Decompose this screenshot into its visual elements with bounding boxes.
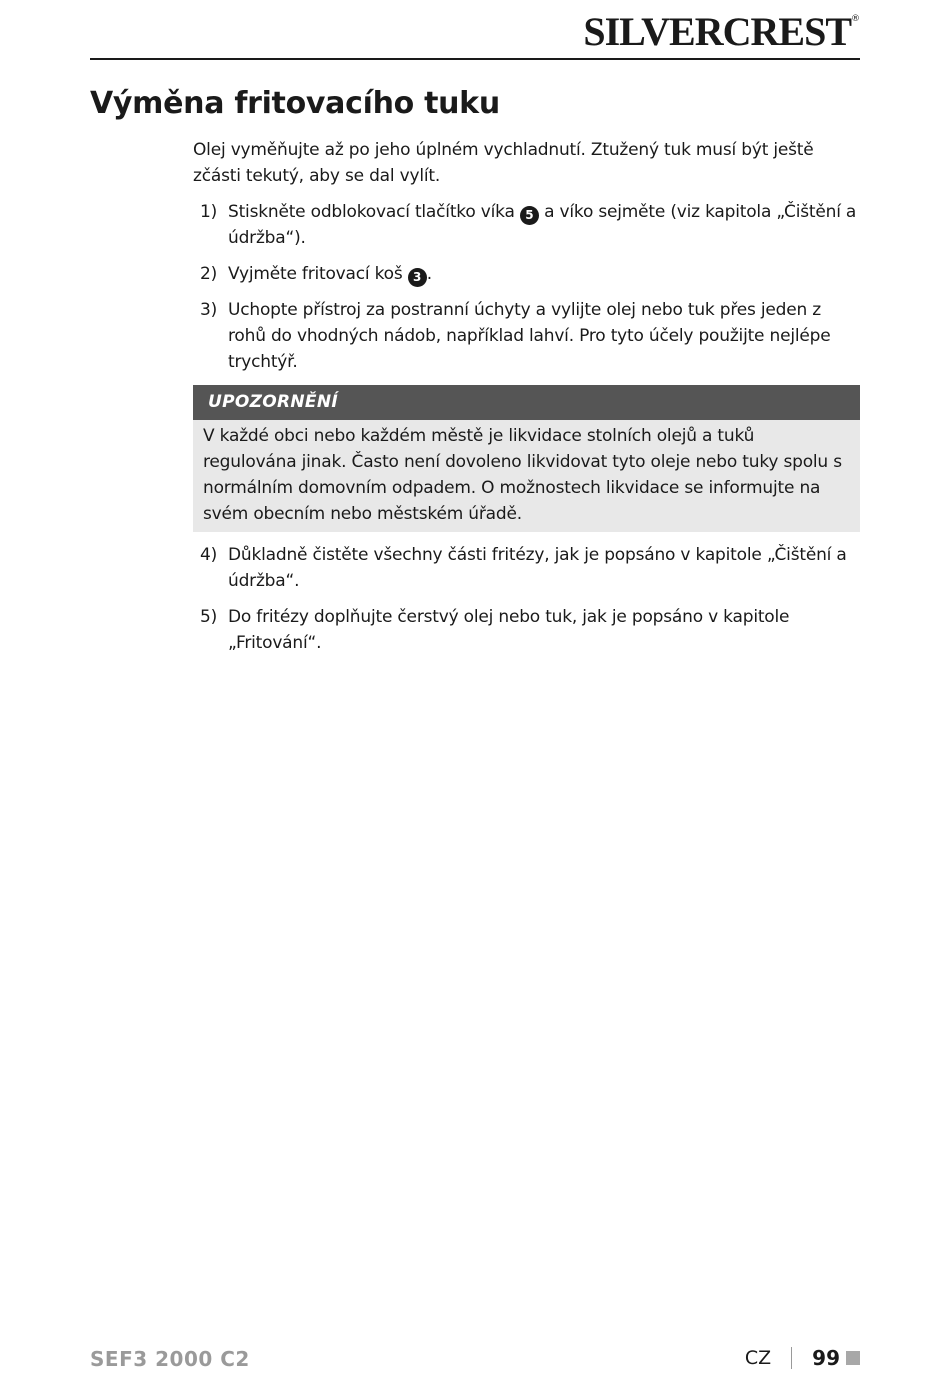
header-rule xyxy=(90,58,860,60)
registered-mark: ® xyxy=(851,14,860,24)
section-content xyxy=(193,137,860,666)
footer-language: CZ xyxy=(744,1347,772,1369)
step-3 xyxy=(193,297,860,375)
step-text-end: a víko sejměte (viz kapitola „Čištění a údržba“). xyxy=(228,202,857,248)
step-number: 1) xyxy=(200,202,218,222)
warning-heading: UPOZORNĚNÍ xyxy=(193,385,860,420)
warning-box xyxy=(193,385,860,532)
step-number: 3) xyxy=(200,300,218,320)
warning-text: V každé obci nebo každém městě je likvidace stolních olejů a tuků regulována jinak. Často není dovoleno likvidovat tyto oleje nebo tuky spolu s normálním domovním odpadem. O možnostech likvidace se informujte na svém obecním nebo městském úřadě. xyxy=(203,426,842,524)
part-number-badge: 5 xyxy=(520,206,539,225)
step-number: 2) xyxy=(200,264,218,284)
part-number-badge: 3 xyxy=(408,268,427,287)
step-text-end: . xyxy=(426,264,432,284)
brand-logo xyxy=(583,8,860,55)
page-number: 99 xyxy=(812,1346,840,1370)
footer-model: SEF3 2000 C2 xyxy=(90,1347,250,1371)
step-text: Důkladně čistěte všechny části fritézy, jak je popsáno v kapitole „Čištění a údržba“. xyxy=(228,545,847,591)
step-2 xyxy=(193,261,860,287)
step-text: Do fritézy doplňujte čerstvý olej nebo tuk, jak je popsáno v kapitole „Fritování“. xyxy=(228,607,790,653)
step-number: 4) xyxy=(200,545,218,565)
step-text-start: Vyjměte fritovací koš xyxy=(228,264,408,284)
step-5 xyxy=(193,604,860,656)
step-number: 5) xyxy=(200,607,218,627)
intro-paragraph: Olej vyměňujte až po jeho úplném vychladnutí. Ztužený tuk musí být ještě zčásti tekutý, aby se dal vylít. xyxy=(193,140,814,186)
step-4 xyxy=(193,542,860,594)
section-title: Výměna fritovacího tuku xyxy=(90,86,500,121)
footer-divider xyxy=(791,1347,792,1369)
page-marker-square xyxy=(846,1351,860,1365)
step-1 xyxy=(193,199,860,251)
step-text-start: Stiskněte odblokovací tlačítko víka xyxy=(228,202,520,222)
brand-name: SILVERCREST xyxy=(583,9,851,54)
step-text: Uchopte přístroj za postranní úchyty a vylijte olej nebo tuk přes jeden z rohů do vhodných nádob, například lahví. Pro tyto účely použijte nejlépe trychtýř. xyxy=(228,300,831,372)
footer-page-info xyxy=(745,1346,860,1370)
